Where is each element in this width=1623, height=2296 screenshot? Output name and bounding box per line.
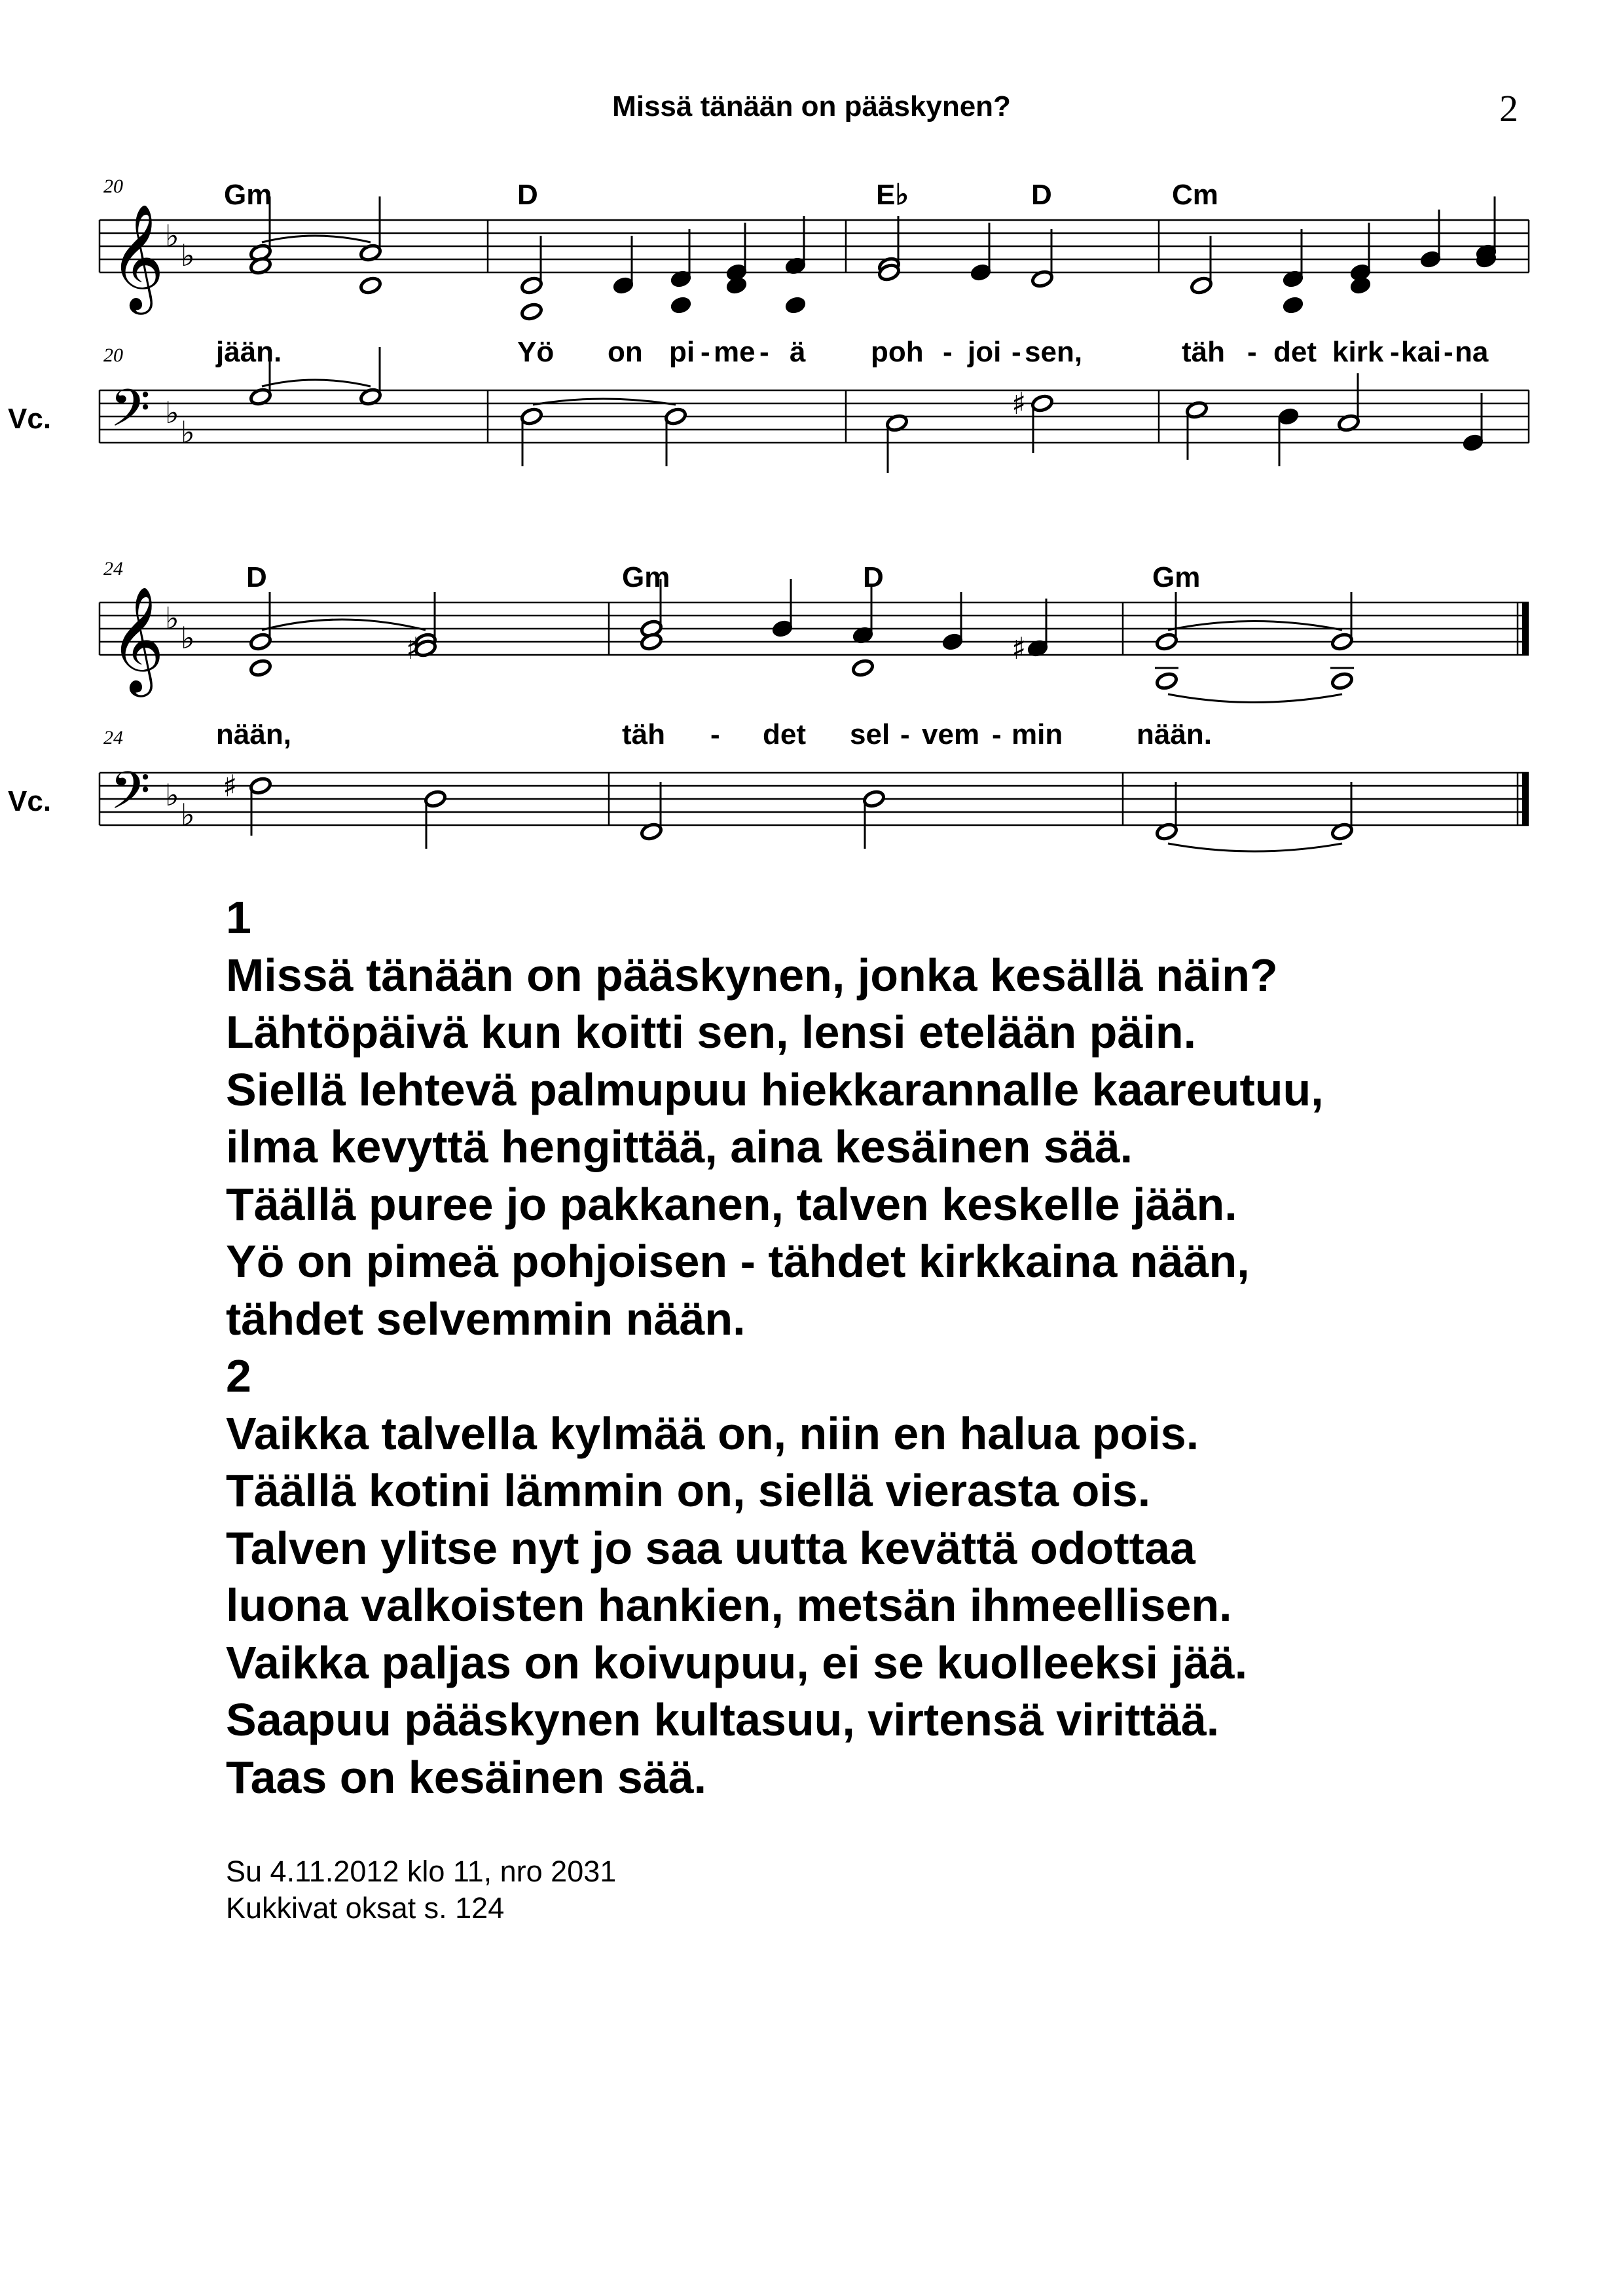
svg-text:-: - <box>900 718 910 750</box>
chord-symbol: D <box>1031 179 1052 211</box>
footer-notes <box>226 1853 616 1927</box>
lyrics-text <box>226 889 1324 1806</box>
verse-line: Täällä puree jo pakkanen, talven keskelle jään. <box>226 1178 1237 1230</box>
instrument-label: Vc. <box>8 403 52 435</box>
verse-line: Yö on pimeä pohjoisen - tähdet kirkkaina nään, <box>226 1236 1250 1287</box>
verse-line: Taas on kesäinen sää. <box>226 1751 707 1803</box>
sharp-icon: ♯ <box>223 768 238 804</box>
svg-text:poh: poh <box>871 336 924 368</box>
bass-staff <box>100 390 1529 443</box>
bass-staff <box>100 773 1529 825</box>
flat-icon: ♭ <box>165 218 179 253</box>
chord-symbol: D <box>517 179 538 211</box>
svg-text:me: me <box>714 336 756 368</box>
svg-text:on: on <box>608 336 643 368</box>
svg-text:kirk: kirk <box>1332 336 1384 368</box>
sharp-icon: ♯ <box>1012 386 1027 421</box>
system-1 <box>8 176 1529 473</box>
flat-icon: ♭ <box>181 415 195 450</box>
chord-symbol: E♭ <box>876 179 909 211</box>
chord-symbol: Cm <box>1172 179 1218 211</box>
svg-text:-: - <box>992 718 1002 750</box>
service-info: Su 4.11.2012 klo 11, nro 2031 <box>226 1855 617 1888</box>
flat-icon: ♭ <box>181 620 195 656</box>
chord-symbol: D <box>863 561 884 593</box>
page-number: 2 <box>1499 87 1518 130</box>
svg-text:-: - <box>701 336 710 368</box>
svg-text:ä: ä <box>790 336 806 368</box>
svg-text:det: det <box>1273 336 1317 368</box>
lyric-line <box>215 336 1489 368</box>
svg-text:Yö: Yö <box>517 336 555 368</box>
verse-number: 2 <box>226 1350 251 1401</box>
svg-text:täh: täh <box>622 718 665 750</box>
svg-text:-: - <box>1390 336 1400 368</box>
svg-text:-: - <box>759 336 769 368</box>
svg-text:na: na <box>1455 336 1489 368</box>
bass-notes <box>249 776 1353 851</box>
treble-clef-icon: 𝄞 <box>110 204 164 310</box>
svg-text:-: - <box>710 718 720 750</box>
chord-symbol: Gm <box>224 179 272 211</box>
verse-number: 1 <box>226 892 251 943</box>
verse-line: Vaikka paljas on koivupuu, ei se kuolleeksi jää. <box>226 1637 1248 1688</box>
svg-text:-: - <box>1444 336 1453 368</box>
measure-number: 20 <box>103 176 123 197</box>
bass-clef-icon: 𝄢 <box>110 378 151 451</box>
svg-text:det: det <box>763 718 806 750</box>
lyric-measure-number: 20 <box>103 344 123 366</box>
bass-clef-icon: 𝄢 <box>110 760 151 834</box>
treble-clef-icon: 𝄞 <box>110 586 164 693</box>
music-score <box>0 0 1623 878</box>
sharp-icon: ♯ <box>406 631 421 666</box>
svg-text:-: - <box>1247 336 1257 368</box>
verse-line: Siellä lehtevä palmupuu hiekkarannalle kaareutuu, <box>226 1064 1324 1115</box>
page-title: Missä tänään on pääskynen? <box>612 90 1011 122</box>
svg-text:nään.: nään. <box>1137 718 1212 750</box>
verse-line: Talven ylitse nyt jo saa uutta kevättä odottaa <box>226 1522 1195 1574</box>
treble-staff <box>100 220 1529 272</box>
lyric-measure-number: 24 <box>103 727 123 749</box>
flat-icon: ♭ <box>181 797 195 832</box>
verse-line: Vaikka talvella kylmää on, niin en halua pois. <box>226 1407 1199 1459</box>
flat-icon: ♭ <box>181 238 195 273</box>
flat-icon: ♭ <box>165 777 179 813</box>
svg-text:kai: kai <box>1401 336 1442 368</box>
chord-symbol: Gm <box>1152 561 1201 593</box>
svg-text:vem: vem <box>922 718 980 750</box>
svg-text:pi: pi <box>669 336 695 368</box>
verse-line: tähdet selvemmin nään. <box>226 1293 746 1344</box>
system-2 <box>8 558 1529 851</box>
flat-icon: ♭ <box>165 395 179 430</box>
svg-text:sen,: sen, <box>1025 336 1083 368</box>
instrument-label: Vc. <box>8 785 52 817</box>
measure-number: 24 <box>103 558 123 580</box>
sharp-icon: ♯ <box>1012 631 1027 666</box>
svg-text:-: - <box>943 336 953 368</box>
svg-text:sel: sel <box>850 718 890 750</box>
lyric-line <box>216 718 1212 750</box>
svg-text:-: - <box>1012 336 1021 368</box>
chord-symbol: D <box>246 561 267 593</box>
svg-text:jään.: jään. <box>216 336 282 368</box>
treble-staff <box>100 602 1529 655</box>
verse-line: Missä tänään on pääskynen, jonka kesällä näin? <box>226 949 1278 1001</box>
verse-line: luona valkoisten hankien, metsän ihmeellisen. <box>226 1580 1232 1631</box>
svg-text:joi: joi <box>968 336 1002 368</box>
verse-line: Täällä kotini lämmin on, siellä vierasta ois. <box>226 1465 1151 1516</box>
chord-symbol: Gm <box>622 561 670 593</box>
svg-text:min: min <box>1012 718 1063 750</box>
svg-text:nään,: nään, <box>216 718 291 750</box>
verse-line: Lähtöpäivä kun koitti sen, lensi etelään päin. <box>226 1007 1197 1058</box>
source-info: Kukkivat oksat s. 124 <box>226 1891 505 1925</box>
svg-text:täh: täh <box>1182 336 1225 368</box>
verse-line: Saapuu pääskynen kultasuu, virtensä virittää. <box>226 1694 1220 1745</box>
flat-icon: ♭ <box>165 601 179 636</box>
verse-line: ilma kevyttä hengittää, aina kesäinen sää. <box>226 1121 1133 1172</box>
